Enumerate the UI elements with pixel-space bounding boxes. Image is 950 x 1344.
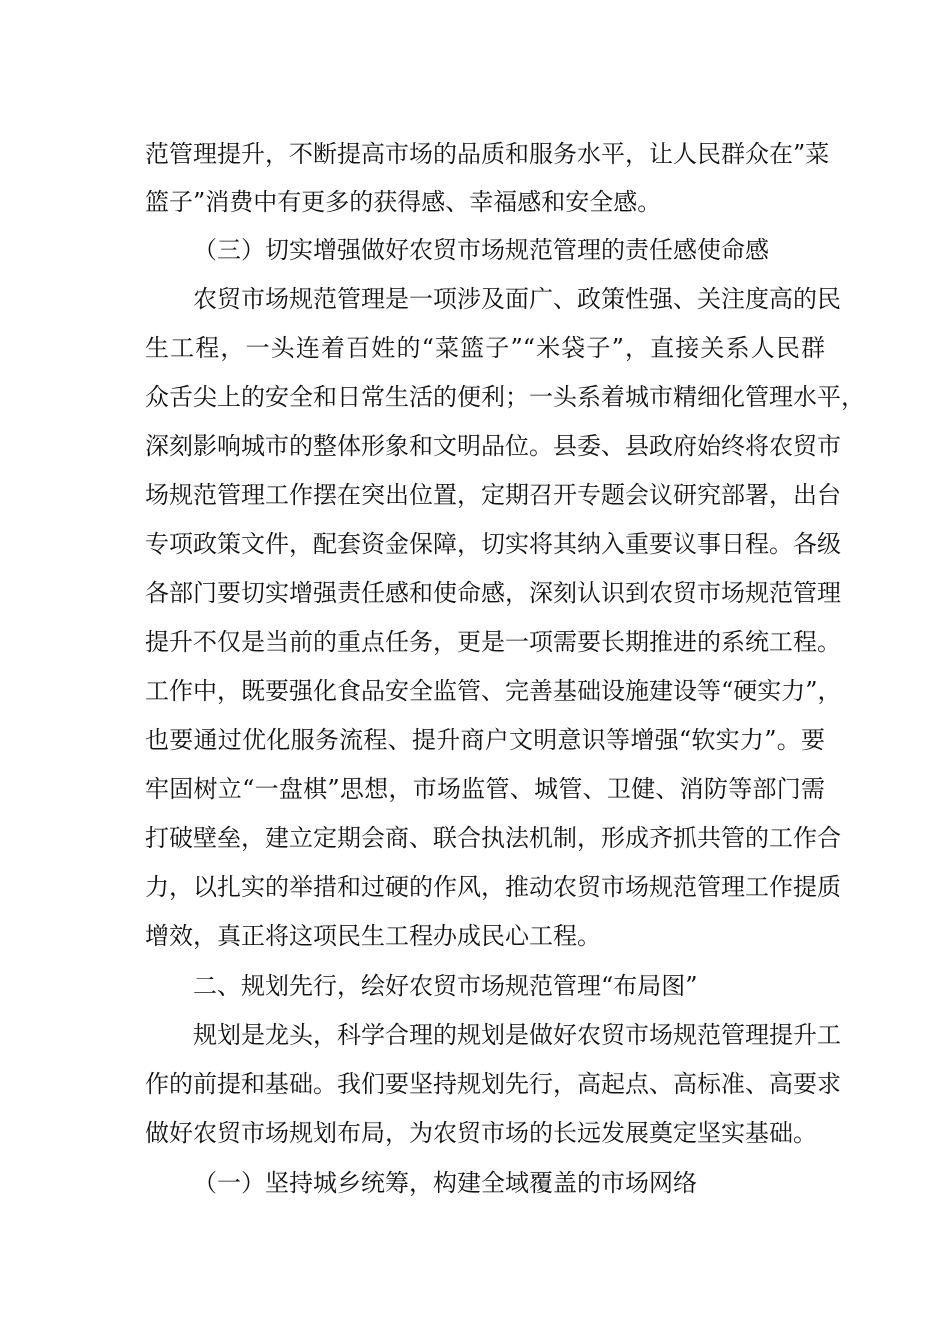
- section-heading: 二、规划先行，绘好农贸市场规范管理“布局图”: [193, 972, 698, 1000]
- text-line: 工作中，既要强化食品安全监管、完善基础设施建设等“硬实力”，: [145, 677, 842, 705]
- text-line: 众舌尖上的安全和日常生活的便利；一头系着城市精细化管理水平，: [145, 383, 865, 411]
- text-line: 生工程，一头连着百姓的“菜篮子”“米袋子”，直接关系人民群: [145, 334, 825, 362]
- text-line: 范管理提升，不断提高市场的品质和服务水平，让人民群众在”菜: [145, 140, 830, 168]
- subheading-line: （一）坚持城乡统筹，构建全域覆盖的市场网络: [193, 1169, 697, 1197]
- text-line: 牢固树立“一盘棋”思想，市场监管、城管、卫健、消防等部门需: [145, 775, 825, 803]
- text-line: 规划是龙头，科学合理的规划是做好农贸市场规范管理提升工: [193, 1021, 841, 1049]
- text-line: 各部门要切实增强责任感和使命感，深刻认识到农贸市场规范管理: [145, 579, 841, 607]
- text-line: 力，以扎实的举措和过硬的作风，推动农贸市场规范管理工作提质: [145, 873, 841, 901]
- text-line: 增效，真正将这项民生工程办成民心工程。: [145, 922, 601, 950]
- text-line: 农贸市场规范管理是一项涉及面广、政策性强、关注度高的民: [193, 285, 841, 313]
- text-line: 做好农贸市场规划布局，为农贸市场的长远发展奠定坚实基础。: [145, 1119, 817, 1147]
- text-line: 也要通过优化服务流程、提升商户文明意识等增强“软实力”。要: [145, 726, 825, 754]
- text-line: 打破壁垒，建立定期会商、联合执法机制，形成齐抓共管的工作合: [145, 824, 841, 852]
- text-line: 篮子”消费中有更多的获得感、幸福感和安全感。: [145, 188, 662, 216]
- text-line: 专项政策文件，配套资金保障，切实将其纳入重要议事日程。各级: [145, 530, 841, 558]
- text-line: 作的前提和基础。我们要坚持规划先行，高起点、高标准、高要求: [145, 1070, 841, 1098]
- text-line: 深刻影响城市的整体形象和文明品位。县委、县政府始终将农贸市: [145, 432, 841, 460]
- subheading-line: （三）切实增强做好农贸市场规范管理的责任感使命感: [193, 236, 769, 264]
- text-line: 场规范管理工作摆在突出位置，定期召开专题会议研究部署，出台: [145, 481, 841, 509]
- text-line: 提升不仅是当前的重点任务，更是一项需要长期推进的系统工程。: [145, 628, 841, 656]
